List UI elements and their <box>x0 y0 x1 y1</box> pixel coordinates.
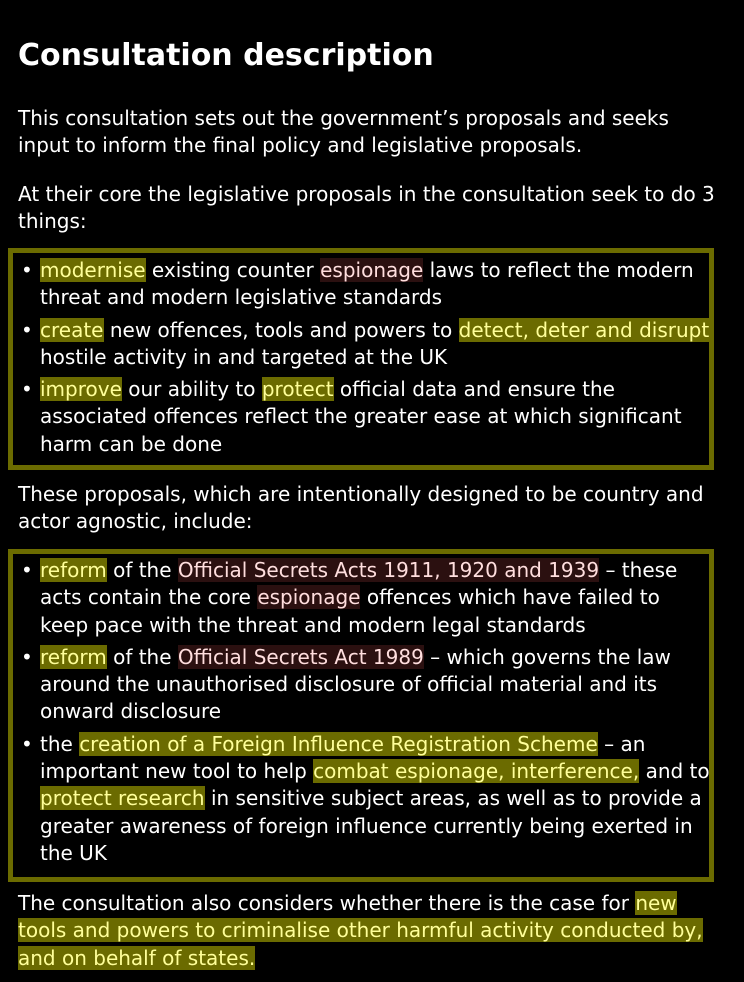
list-text: existing counter <box>145 258 321 282</box>
list-text: and to <box>639 759 710 784</box>
highlight-term: reform <box>40 644 107 669</box>
list-text: our ability to <box>121 377 262 402</box>
proposals-list <box>18 557 714 872</box>
intro-paragraph: This consultation sets out the government’s proposals and seeks input to inform the final policy and legislative proposals. <box>18 106 669 158</box>
highlight-term: modernise <box>40 258 146 282</box>
closing-text: The consultation also considers whether there is the case for <box>18 891 636 915</box>
highlight-term: espionage <box>257 585 361 610</box>
highlight-term: detect, deter and disrupt <box>458 317 710 342</box>
list-text: of the <box>106 558 178 582</box>
list-item <box>18 557 714 639</box>
list-text: in sensitive subject areas, as well as to provide a greater awareness of foreign influence currently being exerted in the UK <box>40 786 702 865</box>
core-intro-paragraph: At their core the legislative proposals in the consultation seek to do 3 things: <box>18 182 715 234</box>
bullet-icon: • <box>21 558 33 582</box>
highlight-term: espionage <box>320 258 424 282</box>
list-item <box>18 257 714 312</box>
proposals-intro-paragraph: These proposals, which are intentionally designed to be country and actor agnostic, include: <box>18 482 704 534</box>
bullet-icon: • <box>21 377 33 402</box>
highlight-term: Official Secrets Acts 1911, 1920 and 1939 <box>177 558 600 582</box>
highlight-term: combat espionage, interference, <box>313 759 640 784</box>
bullet-icon: • <box>21 731 33 756</box>
list-item <box>18 644 714 726</box>
highlight-term: protect <box>261 377 334 402</box>
list-item <box>18 317 714 372</box>
highlight-term: new tools and powers to criminalise other harmful activity conducted by, and on behalf of states. <box>18 891 703 970</box>
list-text: laws to reflect the modern threat and modern legislative standards <box>40 258 694 310</box>
closing-paragraph <box>18 890 710 972</box>
highlight-term: improve <box>40 377 122 402</box>
highlight-term: Official Secrets Act 1989 <box>177 644 424 669</box>
page-title: Consultation description <box>18 38 434 73</box>
highlight-term: protect research <box>40 786 205 811</box>
list-item <box>18 731 714 867</box>
list-text: hostile activity in and targeted at the UK <box>40 344 448 369</box>
bullet-icon: • <box>21 317 33 342</box>
list-text: – an important new tool to help <box>40 731 646 784</box>
highlight-term: reform <box>40 558 107 582</box>
bullet-icon: • <box>21 644 33 669</box>
list-text: – which governs the law around the unauthorised disclosure of official material and its onward disclosure <box>40 644 671 724</box>
list-text: official data and ensure the associated offences reflect the greater ease at which significant harm can be done <box>40 377 682 456</box>
list-item <box>18 376 714 458</box>
list-text: new offences, tools and powers to <box>103 317 459 342</box>
bullet-icon: • <box>21 258 33 282</box>
list-text: the <box>40 731 80 756</box>
highlight-term: create <box>40 317 104 342</box>
highlight-term: creation of a Foreign Influence Registration Scheme <box>79 731 598 756</box>
list-text: offences which have failed to keep pace with the threat and modern legal standards <box>40 585 660 637</box>
core-list <box>18 257 714 463</box>
list-text: – these acts contain the core <box>40 558 678 610</box>
list-text: of the <box>106 644 178 669</box>
